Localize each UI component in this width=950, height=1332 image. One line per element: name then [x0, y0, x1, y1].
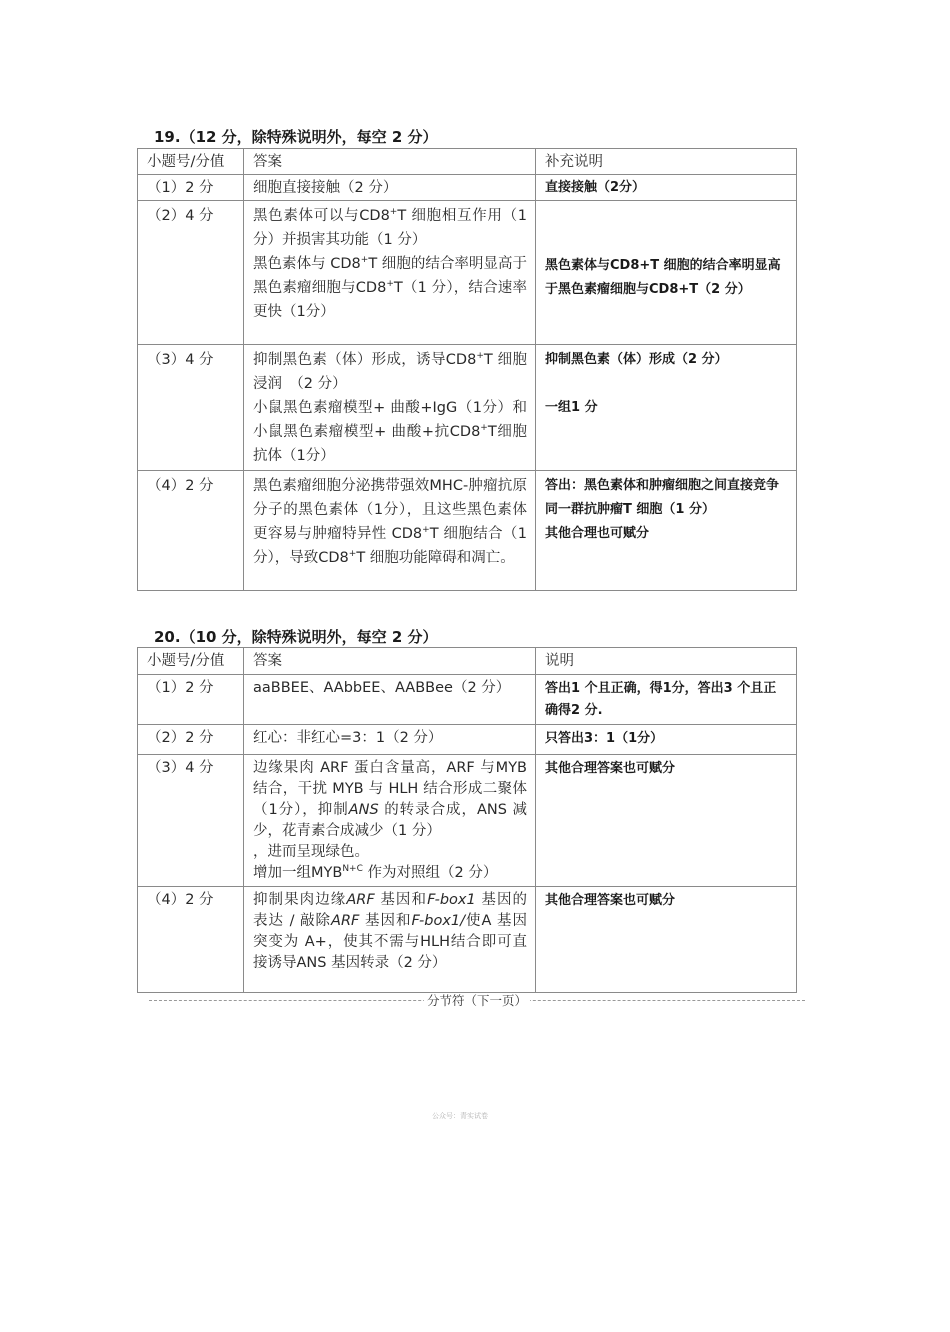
header-cell: 答案: [244, 648, 536, 675]
answer-cell: 抑制果肉边缘ARF 基因和F-box1 基因的表达 / 敲除ARF 基因和F-box1/使A 基因突变为 A+，使其不需与HLH结合即可直接诱导ANS 基因转录（2 分）: [244, 887, 536, 993]
question-20-title: 20.（10 分，除特殊说明外，每空 2 分）: [154, 628, 438, 646]
answer-cell: 红心：非红心=3：1（2 分）: [244, 725, 536, 755]
note-cell: 直接接触（2分）: [536, 175, 797, 201]
table-row: [138, 755, 797, 887]
item-number: （1）2 分: [138, 675, 244, 725]
item-number: （4）2 分: [138, 471, 244, 591]
watermark-footer: 公众号：青实试卷: [432, 1112, 488, 1120]
note-cell: 其他合理答案也可赋分: [536, 755, 797, 887]
answer-part-b: 黑色素体与 CD8+T 细胞的结合率明显高于黑色素瘤细胞与CD8+T（1 分），结合速率更快（1分）: [253, 255, 528, 320]
answer-cell: [244, 201, 536, 345]
table-row: [138, 175, 797, 201]
answer-cell: 细胞直接接触（2 分）: [244, 175, 536, 201]
item-number: （2）2 分: [138, 725, 244, 755]
header-cell: 小题号/分值: [138, 648, 244, 675]
header-cell: 补充说明: [536, 149, 797, 175]
item-number: （3）4 分: [138, 345, 244, 471]
table-row: [138, 201, 797, 345]
note-cell: 答出1 个且正确，得1分，答出3 个且正确得2 分.: [536, 675, 797, 725]
note-cell: 只答出3：1（1分）: [536, 725, 797, 755]
note-cell: 其他合理答案也可赋分: [536, 887, 797, 993]
answer-cell: 边缘果肉 ARF 蛋白含量高，ARF 与MYB 结合，干扰 MYB 与 HLH 结合形成二聚体（1分），抑制ANS 的转录合成，ANS 减少，花青素合成减少（1 分） ，进而呈现绿色。 增加一组$MYB^{N+C}$ 作为对照组（2 分）: [244, 755, 536, 887]
section-break-label: 分节符（下一页）: [424, 993, 530, 1009]
item-number: （4）2 分: [138, 887, 244, 993]
note-cell: 抑制黑色素（体）形成（2 分） 一组1 分: [536, 345, 797, 471]
header-cell: 答案: [244, 149, 536, 175]
item-number: （1）2 分: [138, 175, 244, 201]
question-19-table: [137, 148, 797, 591]
answer-part-b: 小鼠黑色素瘤模型+ 曲酸+IgG（1分）和小鼠黑色素瘤模型+ 曲酸+抗CD8+T细胞抗体（1分）: [253, 400, 527, 464]
item-number: （2）4 分: [138, 201, 244, 345]
section-break: [149, 993, 805, 1009]
table-row: [138, 725, 797, 755]
answer-part-a: 黑色素体可以与CD8+T 细胞相互作用（1 分）并损害其功能（1 分）: [253, 207, 527, 248]
question-19-title: 19.（12 分，除特殊说明外，每空 2 分）: [154, 128, 438, 146]
table-row: [138, 345, 797, 471]
answer-part-a: 抑制黑色素（体）形成，诱导CD8+T 细胞浸润 （2 分）: [253, 351, 528, 392]
answer-cell: aaBBEE、AAbbEE、AABBee（2 分）: [244, 675, 536, 725]
table-row: [138, 471, 797, 591]
answer-cell: 黑色素瘤细胞分泌携带强效MHC-肿瘤抗原分子的黑色素体（1分），且这些黑色素体更容易与肿瘤特异性 CD8+T 细胞结合（1 分），导致CD8+T 细胞功能障碍和凋亡。: [244, 471, 536, 591]
note-cell: 黑色素体与CD8+T 细胞的结合率明显高于黑色素瘤细胞与CD8+T（2 分）: [536, 201, 797, 345]
item-number: （3）4 分: [138, 755, 244, 887]
answer-cell: [244, 345, 536, 471]
table-row: [138, 675, 797, 725]
header-cell: 小题号/分值: [138, 149, 244, 175]
table-header-row: [138, 149, 797, 175]
table-header-row: [138, 648, 797, 675]
table-row: [138, 887, 797, 993]
question-20-table: [137, 647, 797, 993]
note-cell: 答出：黑色素体和肿瘤细胞之间直接竞争同一群抗肿瘤T 细胞（1 分） 其他合理也可赋分: [536, 471, 797, 591]
header-cell: 说明: [536, 648, 797, 675]
